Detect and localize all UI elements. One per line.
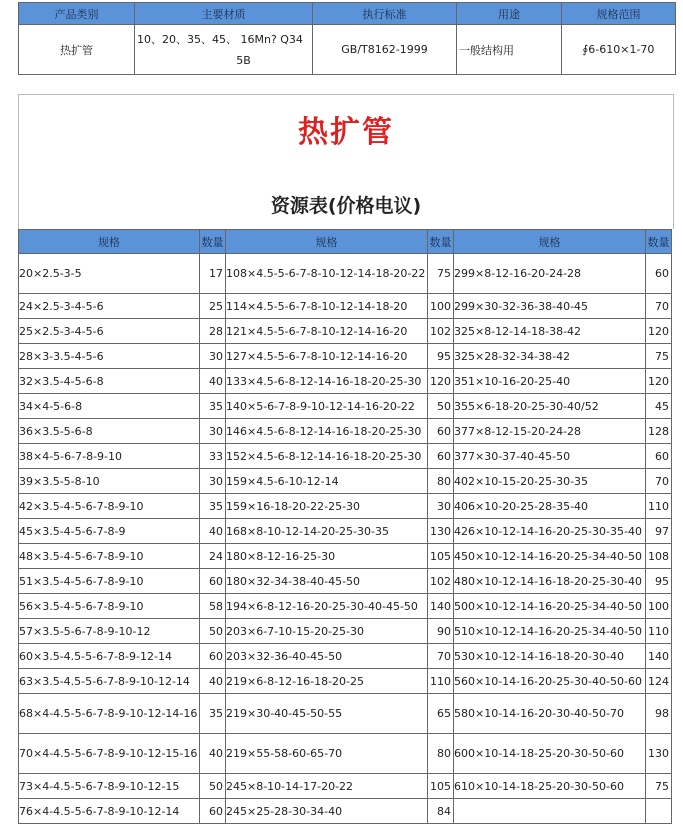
table-row [19,394,672,419]
spec-cell: 355×6-18-20-25-30-40/52 [454,394,646,419]
qty-cell: 60 [428,419,454,444]
spec-cell: 38×4-5-6-7-8-9-10 [19,444,200,469]
qty-cell: 50 [200,619,226,644]
table-row [19,594,672,619]
qty-cell: 60 [646,254,672,294]
table-row [19,344,672,369]
spec-cell: 500×10-12-14-16-20-25-34-40-50 [454,594,646,619]
spec-cell: 36×3.5-5-6-8 [19,419,200,444]
qty-cell: 124 [646,669,672,694]
qty-cell: 60 [646,444,672,469]
qty-cell: 60 [200,644,226,669]
qty-cell: 80 [428,734,454,774]
qty-cell: 110 [646,619,672,644]
spec-cell: 530×10-12-14-16-18-20-30-40 [454,644,646,669]
spec-cell: 610×10-14-18-25-20-30-50-60 [454,774,646,799]
qty-cell: 100 [646,594,672,619]
spec-cell: 34×4-5-6-8 [19,394,200,419]
spec-cell: 63×3.5-4.5-5-6-7-8-9-10-12-14 [19,669,200,694]
spec-cell: 203×6-7-10-15-20-25-30 [226,619,428,644]
qty-cell: 40 [200,369,226,394]
spec-cell: 60×3.5-4.5-5-6-7-8-9-12-14 [19,644,200,669]
spec-cell: 245×25-28-30-34-40 [226,799,428,824]
table-row [19,569,672,594]
table-row [19,619,672,644]
table-row [19,774,672,799]
qty-cell: 100 [428,294,454,319]
spec-cell: 20×2.5-3-5 [19,254,200,294]
product-row [19,25,676,75]
qty-cell: 110 [646,494,672,519]
spec-cell: 480×10-12-14-16-18-20-25-30-40 [454,569,646,594]
table-row [19,669,672,694]
spec-cell: 45×3.5-4-5-6-7-8-9 [19,519,200,544]
spec-cell: 133×4.5-6-8-12-14-16-18-20-25-30 [226,369,428,394]
qty-cell: 17 [200,254,226,294]
qty-cell: 105 [428,544,454,569]
spec-cell: 121×4.5-5-6-7-8-10-12-14-16-20 [226,319,428,344]
table-row [19,694,672,734]
product-category: 热扩管 [19,25,135,75]
qty-cell: 108 [646,544,672,569]
qty-cell: 70 [428,644,454,669]
spec-cell: 510×10-12-14-16-20-25-34-40-50 [454,619,646,644]
spec-cell: 51×3.5-4-5-6-7-8-9-10 [19,569,200,594]
table-row [19,419,672,444]
qty-cell: 102 [428,319,454,344]
spec-cell: 73×4-4.5-5-6-7-8-9-10-12-15 [19,774,200,799]
qty-cell: 102 [428,569,454,594]
qty-cell: 130 [646,734,672,774]
product-spec-range: ∮6-610×1-70 [562,25,676,75]
header-material: 主要材质 [135,3,313,25]
spec-cell: 32×3.5-4-5-6-8 [19,369,200,394]
spec-cell: 600×10-14-18-25-20-30-50-60 [454,734,646,774]
table-row [19,734,672,774]
qty-cell: 140 [428,594,454,619]
spec-cell: 580×10-14-16-20-30-40-50-70 [454,694,646,734]
qty-cell: 70 [646,469,672,494]
page-title: 热扩管 [298,115,394,150]
qty-cell: 24 [200,544,226,569]
spec-cell: 114×4.5-5-6-7-8-10-12-14-18-20 [226,294,428,319]
spec-cell: 70×4-4.5-5-6-7-8-9-10-12-15-16 [19,734,200,774]
qty-cell: 75 [646,774,672,799]
qty-cell: 45 [646,394,672,419]
header-spec-1: 规格 [19,230,200,254]
material-line-2: 5B [236,54,251,67]
spec-cell: 351×10-16-20-25-40 [454,369,646,394]
header-spec-range: 规格范围 [562,3,676,25]
spec-cell [454,799,646,824]
qty-cell: 120 [428,369,454,394]
qty-cell: 84 [428,799,454,824]
qty-cell: 33 [200,444,226,469]
product-table [18,2,676,75]
spec-cell: 560×10-14-16-20-25-30-40-50-60 [454,669,646,694]
qty-cell: 60 [428,444,454,469]
resource-subtitle: 资源表(价格电议) [270,195,422,217]
spec-cell: 168×8-10-12-14-20-25-30-35 [226,519,428,544]
spec-cell: 402×10-15-20-25-30-35 [454,469,646,494]
spec-cell: 325×28-32-34-38-42 [454,344,646,369]
table-row [19,469,672,494]
qty-cell: 120 [646,369,672,394]
qty-cell: 40 [200,734,226,774]
spec-cell: 146×4.5-6-8-12-14-16-18-20-25-30 [226,419,428,444]
spec-cell: 159×16-18-20-22-25-30 [226,494,428,519]
product-material [135,25,313,75]
spec-cell: 24×2.5-3-4-5-6 [19,294,200,319]
spec-cell: 39×3.5-5-8-10 [19,469,200,494]
spec-cell: 108×4.5-5-6-7-8-10-12-14-18-20-22 [226,254,428,294]
spec-cell: 219×30-40-45-50-55 [226,694,428,734]
qty-cell: 128 [646,419,672,444]
header-spec-3: 规格 [454,230,646,254]
spec-cell: 25×2.5-3-4-5-6 [19,319,200,344]
qty-cell: 25 [200,294,226,319]
qty-cell: 35 [200,694,226,734]
resource-header-row [19,230,672,254]
resource-panel [18,94,674,229]
spec-cell: 42×3.5-4-5-6-7-8-9-10 [19,494,200,519]
table-row [19,369,672,394]
header-qty-3: 数量 [646,230,672,254]
table-row [19,254,672,294]
qty-cell: 30 [200,344,226,369]
qty-cell: 40 [200,519,226,544]
qty-cell: 35 [200,494,226,519]
qty-cell: 60 [200,569,226,594]
qty-cell: 97 [646,519,672,544]
product-header-row [19,3,676,25]
spec-cell: 56×3.5-4-5-6-7-8-9-10 [19,594,200,619]
qty-cell [646,799,672,824]
header-qty-2: 数量 [428,230,454,254]
spec-cell: 377×30-37-40-45-50 [454,444,646,469]
qty-cell: 30 [200,419,226,444]
spec-cell: 219×55-58-60-65-70 [226,734,428,774]
spec-cell: 245×8-10-14-17-20-22 [226,774,428,799]
qty-cell: 98 [646,694,672,734]
qty-cell: 90 [428,619,454,644]
product-usage: 一般结构用 [457,25,562,75]
table-row [19,519,672,544]
spec-cell: 426×10-12-14-16-20-25-30-35-40 [454,519,646,544]
spec-cell: 180×8-12-16-25-30 [226,544,428,569]
spec-cell: 68×4-4.5-5-6-7-8-9-10-12-14-16 [19,694,200,734]
header-category: 产品类别 [19,3,135,25]
spec-cell: 377×8-12-15-20-24-28 [454,419,646,444]
qty-cell: 130 [428,519,454,544]
spec-cell: 219×6-8-12-16-18-20-25 [226,669,428,694]
qty-cell: 35 [200,394,226,419]
qty-cell: 75 [646,344,672,369]
spec-cell: 140×5-6-7-8-9-10-12-14-16-20-22 [226,394,428,419]
spec-cell: 28×3-3.5-4-5-6 [19,344,200,369]
spec-cell: 180×32-34-38-40-45-50 [226,569,428,594]
qty-cell: 30 [200,469,226,494]
spec-cell: 127×4.5-5-6-7-8-10-12-14-16-20 [226,344,428,369]
spec-cell: 194×6-8-12-16-20-25-30-40-45-50 [226,594,428,619]
spec-cell: 48×3.5-4-5-6-7-8-9-10 [19,544,200,569]
qty-cell: 40 [200,669,226,694]
table-row [19,294,672,319]
qty-cell: 105 [428,774,454,799]
table-row [19,644,672,669]
table-row [19,494,672,519]
qty-cell: 120 [646,319,672,344]
spec-cell: 57×3.5-5-6-7-8-9-10-12 [19,619,200,644]
qty-cell: 28 [200,319,226,344]
table-row [19,444,672,469]
material-line-1: 10、20、35、45、 16Mn? Q34 [137,33,303,46]
qty-cell: 80 [428,469,454,494]
table-row [19,799,672,824]
header-standard: 执行标准 [313,3,457,25]
qty-cell: 65 [428,694,454,734]
product-standard: GB/T8162-1999 [313,25,457,75]
qty-cell: 70 [646,294,672,319]
header-spec-2: 规格 [226,230,428,254]
qty-cell: 60 [200,799,226,824]
spec-cell: 299×30-32-36-38-40-45 [454,294,646,319]
spec-cell: 203×32-36-40-45-50 [226,644,428,669]
header-qty-1: 数量 [200,230,226,254]
qty-cell: 50 [200,774,226,799]
spec-cell: 159×4.5-6-10-12-14 [226,469,428,494]
resource-table [18,229,672,824]
qty-cell: 95 [646,569,672,594]
spec-cell: 406×10-20-25-28-35-40 [454,494,646,519]
qty-cell: 50 [428,394,454,419]
qty-cell: 110 [428,669,454,694]
spec-cell: 76×4-4.5-5-6-7-8-9-10-12-14 [19,799,200,824]
header-usage: 用途 [457,3,562,25]
table-row [19,544,672,569]
spec-cell: 325×8-12-14-18-38-42 [454,319,646,344]
resource-table-body [19,254,672,824]
qty-cell: 95 [428,344,454,369]
qty-cell: 75 [428,254,454,294]
spec-cell: 152×4.5-6-8-12-14-16-18-20-25-30 [226,444,428,469]
qty-cell: 140 [646,644,672,669]
table-row [19,319,672,344]
spec-cell: 299×8-12-16-20-24-28 [454,254,646,294]
qty-cell: 30 [428,494,454,519]
qty-cell: 58 [200,594,226,619]
spec-cell: 450×10-12-14-16-20-25-34-40-50 [454,544,646,569]
